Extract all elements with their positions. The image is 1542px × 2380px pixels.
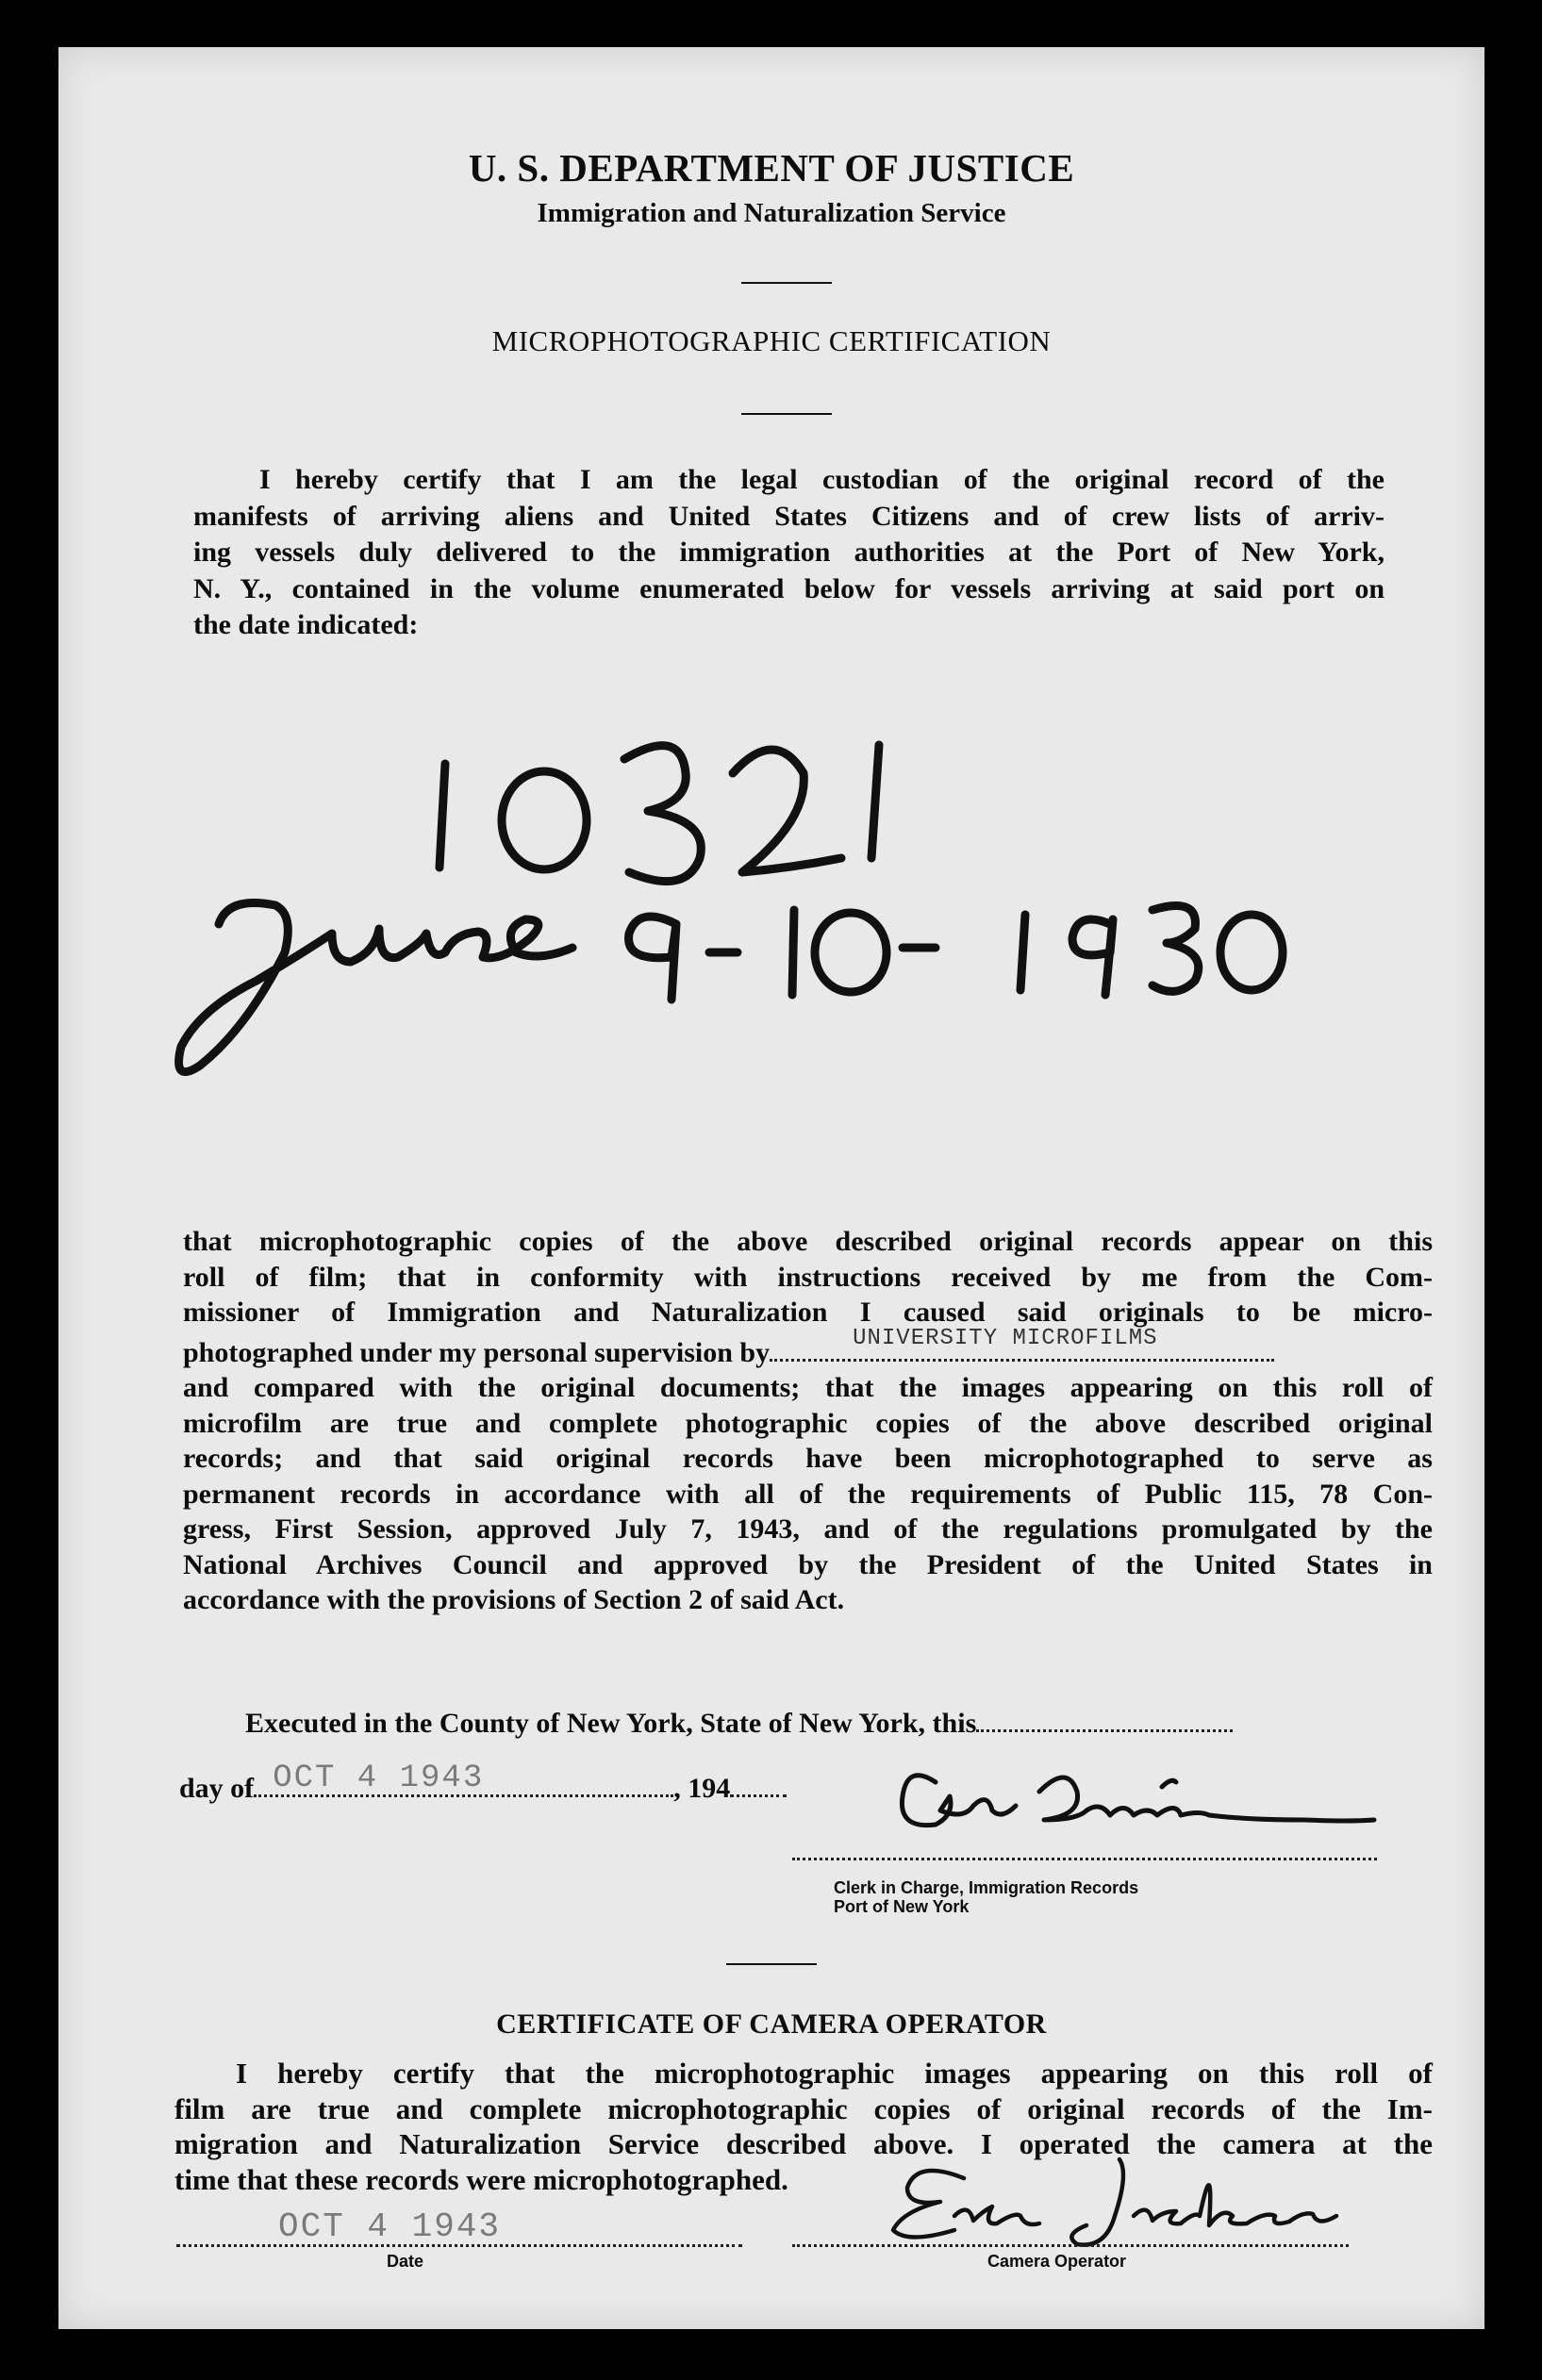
clerk-signature [851, 1726, 1435, 1867]
filmed-by-value: UNIVERSITY MICROFILMS [853, 1326, 1158, 1351]
clerk-signature-line [792, 1858, 1377, 1860]
paragraph-line: missioner of Immigration and Naturalization I caused said originals to be micro- [183, 1297, 1433, 1328]
paragraph-line [183, 1326, 1433, 1371]
photographed-by-label: photographed under my personal supervision by [183, 1336, 771, 1368]
execution-text: Executed in the County of New York, State of New York, this [245, 1708, 977, 1739]
clerk-title-line: Port of New York [834, 1897, 970, 1916]
day-of-label: day of [179, 1773, 255, 1804]
paragraph-line: that microphotographic copies of the above described original records appear on this [183, 1226, 1433, 1257]
camera-date-stamp: OCT 4 1943 [278, 2207, 502, 2246]
custodian-paragraph [193, 462, 1384, 644]
paragraph-line: microfilm are true and complete photographic copies of the above described original [183, 1407, 1433, 1439]
certification-title: MICROPHOTOGRAPHIC CERTIFICATION [491, 324, 1052, 357]
filmed-by-field [770, 1326, 1274, 1362]
paragraph-line: film are true and complete microphotographic copies of original records of the Im- [174, 2091, 1433, 2125]
paragraph-line: manifests of arriving aliens and United States Citizens and of crew lists of arriv- [193, 500, 1384, 532]
paragraph-line: time that these records were microphotographed. [174, 2162, 788, 2196]
paragraph-line: permanent records in accordance with all of the requirements of Public 115, 78 Con- [183, 1478, 1433, 1510]
paragraph-line: gress, First Session, approved July 7, 1943, and of the regulations promulgated by the [183, 1513, 1433, 1545]
paragraph-line: roll of film; that in conformity with instructions received by me from the Com- [183, 1261, 1433, 1293]
camera-certificate-title: CERTIFICATE OF CAMERA OPERATOR [496, 2008, 1047, 2040]
service-subheading: Immigration and Naturalization Service [537, 198, 1006, 228]
camera-date-field [176, 2206, 742, 2247]
operator-signature-line [792, 2244, 1349, 2247]
paragraph-line: records; and that said original records have been microphotographed to serve as [183, 1443, 1433, 1474]
divider [741, 282, 832, 284]
camera-operator-label: Camera Operator [987, 2252, 1127, 2271]
divider [726, 1963, 817, 1965]
paragraph-line: accordance with the provisions of Section 2 of said Act. [183, 1584, 845, 1615]
paragraph-line: the date indicated: [193, 609, 419, 640]
year-prefix: , 194 [673, 1773, 731, 1804]
paragraph-line: N. Y., contained in the volume enumerated below for vessels arriving at said port on [193, 572, 1384, 604]
paragraph-line: National Archives Council and approved by the President of the United States in [183, 1548, 1433, 1580]
day-of-line [179, 1760, 896, 1808]
clerk-title-line: Clerk in Charge, Immigration Records [834, 1878, 1139, 1897]
year-field [730, 1768, 787, 1797]
clerk-title [834, 1878, 1138, 1916]
paragraph-line: and compared with the original documents; that the images appearing on this roll of [183, 1372, 1433, 1403]
department-heading: U. S. DEPARTMENT OF JUSTICE [468, 146, 1075, 190]
handwritten-volume-dates [58, 669, 1484, 1122]
date-stamp: OCT 4 1943 [273, 1760, 485, 1796]
paragraph-line: migration and Naturalization Service described above. I operated the camera at the [174, 2127, 1433, 2160]
paragraph-line: I hereby certify that I am the legal custodian of the original record of the [259, 464, 1384, 495]
day-of-field [254, 1760, 673, 1797]
divider [741, 413, 832, 415]
certificate-sheet [58, 47, 1484, 2329]
copies-paragraph [183, 1224, 1433, 1618]
camera-date-label: Date [387, 2252, 424, 2271]
operator-signature [851, 2122, 1379, 2254]
paragraph-line: ing vessels duly delivered to the immigration authorities at the Port of New York, [193, 537, 1384, 568]
paragraph-line: I hereby certify that the microphotographic images appearing on this roll of [236, 2057, 1433, 2090]
